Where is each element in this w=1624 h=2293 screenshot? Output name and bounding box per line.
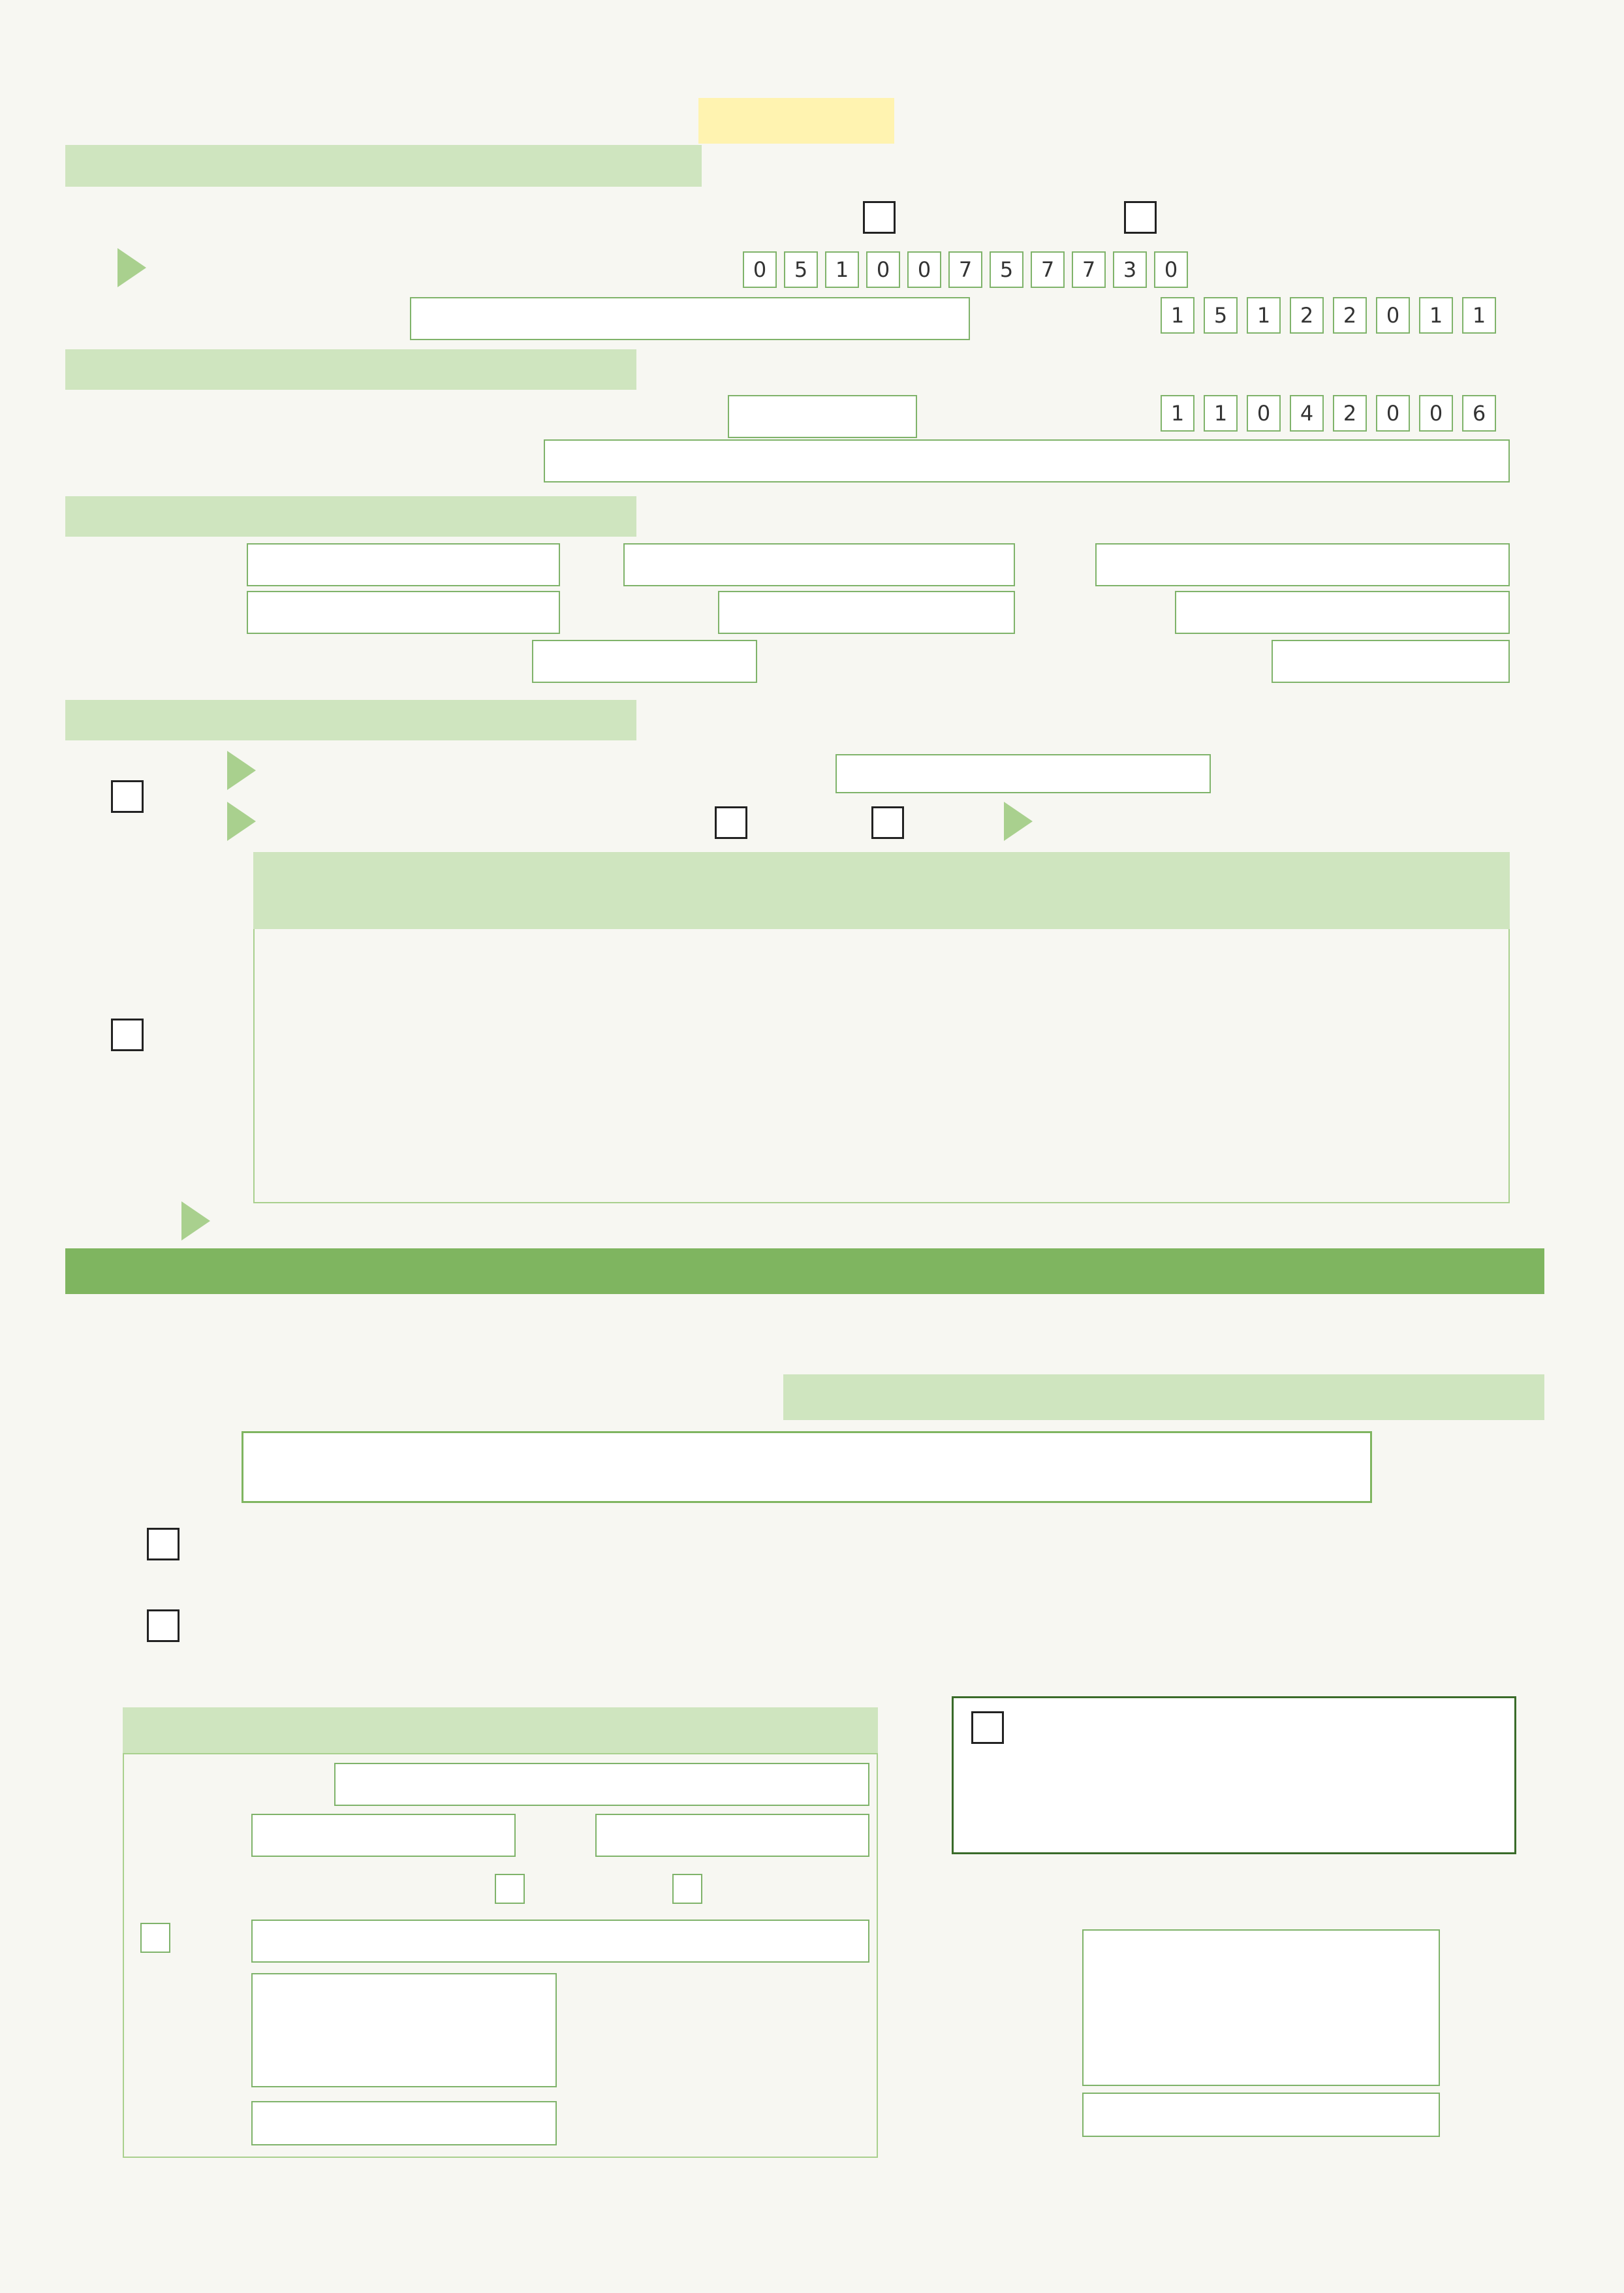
pin-digit-box[interactable]: 7 <box>1072 251 1106 288</box>
issued-date-digit-box[interactable]: 4 <box>1290 395 1324 432</box>
issued-date-digit-box[interactable]: 6 <box>1462 395 1496 432</box>
declaration-header <box>65 1248 1544 1294</box>
water-field[interactable] <box>1272 640 1510 683</box>
commune-field[interactable] <box>247 591 560 634</box>
pin-digit-box[interactable]: 7 <box>1031 251 1065 288</box>
building-table-body <box>253 929 1510 1203</box>
pin-digit-box[interactable]: 0 <box>1154 251 1188 288</box>
location-field[interactable] <box>334 1763 869 1806</box>
road-commune-checkbox[interactable] <box>495 1874 525 1904</box>
no-building-checkbox[interactable] <box>715 806 747 839</box>
to-field[interactable] <box>595 1814 869 1857</box>
annex-title <box>698 98 894 144</box>
land-size-field[interactable] <box>835 754 1211 793</box>
pin-digit-box[interactable]: 1 <box>825 251 859 288</box>
yes-building-checkbox[interactable] <box>871 806 904 839</box>
issued-date-digit-box[interactable]: 0 <box>1376 395 1410 432</box>
district-field[interactable] <box>718 591 1015 634</box>
registration-date-digit-box[interactable]: 2 <box>1290 297 1324 334</box>
new-registration-checkbox[interactable] <box>863 201 896 234</box>
attachment-note-box <box>242 1431 1372 1503</box>
registration-date-digit-box[interactable]: 1 <box>1247 297 1281 334</box>
province-field[interactable] <box>1175 591 1510 634</box>
attachment-1-checkbox[interactable] <box>147 1528 180 1560</box>
arrow-icon <box>227 751 256 790</box>
authority-field[interactable] <box>544 439 1510 482</box>
arrow-icon <box>117 248 146 287</box>
official-name-field[interactable] <box>251 2101 557 2145</box>
others-field[interactable] <box>251 1920 869 1963</box>
pin-digit-box[interactable]: 0 <box>866 251 900 288</box>
registration-date-digit-box[interactable]: 2 <box>1333 297 1367 334</box>
registration-date-digit-box[interactable]: 1 <box>1161 297 1195 334</box>
land-checkbox[interactable] <box>111 780 144 813</box>
pin-digit-box[interactable]: 5 <box>990 251 1023 288</box>
attachment-header <box>783 1374 1544 1420</box>
attachment-2-checkbox[interactable] <box>147 1609 180 1642</box>
issued-date-digit-box[interactable]: 2 <box>1333 395 1367 432</box>
registration-date-digit-box[interactable]: 0 <box>1376 297 1410 334</box>
pin-digit-box[interactable]: 7 <box>948 251 982 288</box>
section-2-header <box>65 496 636 537</box>
arrow-icon <box>181 1201 210 1241</box>
tax-official-header <box>123 1707 878 1753</box>
street-field[interactable] <box>623 543 1015 586</box>
arrow-icon <box>227 802 256 841</box>
registration-date-digit-box[interactable]: 1 <box>1419 297 1453 334</box>
pin-digit-box[interactable]: 3 <box>1113 251 1147 288</box>
section-3-header <box>65 700 636 740</box>
road-village-checkbox[interactable] <box>672 1874 702 1904</box>
registration-date-digit-box[interactable]: 1 <box>1462 297 1496 334</box>
pin-digit-box[interactable]: 0 <box>907 251 941 288</box>
pin-digit-box[interactable]: 5 <box>784 251 818 288</box>
issued-date-digit-box[interactable]: 1 <box>1161 395 1195 432</box>
building-table-header <box>253 852 1510 929</box>
official-signature-field[interactable] <box>251 1973 557 2087</box>
section-1-header <box>65 349 636 390</box>
issued-date-digit-box[interactable]: 0 <box>1247 395 1281 432</box>
village-field[interactable] <box>1095 543 1510 586</box>
agreement-checkbox[interactable] <box>971 1711 1004 1744</box>
registered-at-field[interactable] <box>410 297 970 340</box>
section-ii-header <box>65 145 702 187</box>
start-field[interactable] <box>251 1814 516 1857</box>
agreement-box <box>952 1696 1516 1854</box>
applicant-signature-field[interactable] <box>1082 1929 1440 2086</box>
arrow-icon <box>1004 802 1033 841</box>
issued-date-digit-box[interactable]: 1 <box>1204 395 1238 432</box>
others-checkbox[interactable] <box>140 1923 170 1953</box>
house-field[interactable] <box>247 543 560 586</box>
registration-date-digit-box[interactable]: 5 <box>1204 297 1238 334</box>
electricity-field[interactable] <box>532 640 757 683</box>
document-number-field[interactable] <box>728 395 917 438</box>
issued-date-digit-box[interactable]: 0 <box>1419 395 1453 432</box>
building-checkbox[interactable] <box>111 1019 144 1051</box>
registered-checkbox[interactable] <box>1124 201 1157 234</box>
pin-digit-box[interactable]: 0 <box>743 251 777 288</box>
applicant-name-field[interactable] <box>1082 2093 1440 2137</box>
